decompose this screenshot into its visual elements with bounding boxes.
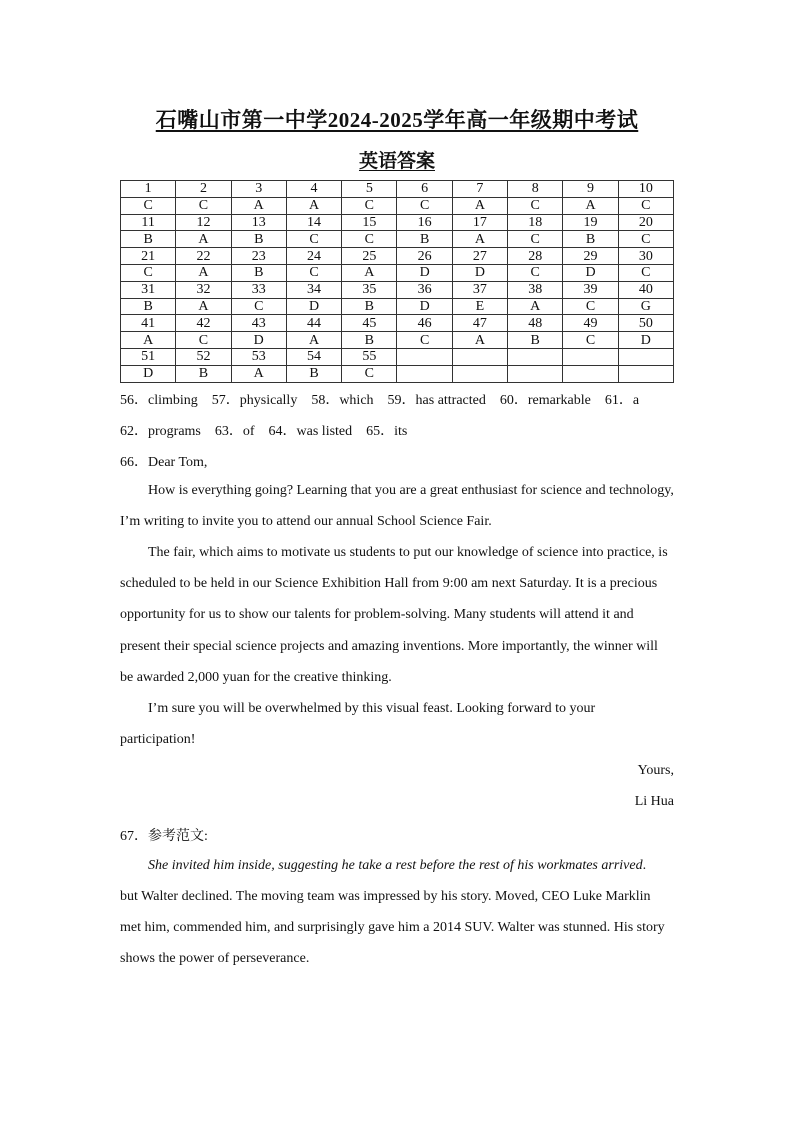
answer-table-cell: D (397, 298, 452, 315)
answer-table-cell (508, 348, 563, 365)
answer-table-cell: 4 (286, 181, 341, 198)
essay67-body: but Walter declined. The moving team was impressed by his story. Moved, CEO Luke Marklin met him, commended him, and surprisingly gave him a 2014 SUV. Walter was stunned. His story shows the power of perseverance. (120, 889, 665, 967)
answer-table-cell: A (176, 298, 231, 315)
answer-table-row (121, 197, 674, 214)
answer-table-cell: B (342, 298, 397, 315)
answer-table-cell: 55 (342, 348, 397, 365)
answer-table-row (121, 231, 674, 248)
answer-table-cell: A (121, 332, 176, 349)
answer-table-cell: E (452, 298, 507, 315)
answer-table-cell: C (618, 231, 673, 248)
answer-table-cell: 37 (452, 281, 507, 298)
answer-table-row (121, 264, 674, 281)
answer-table-cell: 42 (176, 315, 231, 332)
answer-table-cell: A (286, 197, 341, 214)
answer-table-cell: C (508, 231, 563, 248)
answer-table-cell: 54 (286, 348, 341, 365)
answer-table-cell: D (231, 332, 286, 349)
answer-table-row (121, 248, 674, 265)
essay67-first-sentence: She invited him inside, suggesting he take a rest before the rest of his workmates arrived (148, 858, 643, 873)
answer-table-row (121, 348, 674, 365)
answer-table-cell: G (618, 298, 673, 315)
answer-table-cell: 17 (452, 214, 507, 231)
answer-table-cell: 5 (342, 181, 397, 198)
answer-table-row (121, 332, 674, 349)
answer-table-cell: C (342, 197, 397, 214)
answer-table-cell: C (508, 264, 563, 281)
answer-table-cell: 45 (342, 315, 397, 332)
answer-table-cell: C (563, 298, 618, 315)
answer-table-cell: 3 (231, 181, 286, 198)
page-title-text: 石嘴山市第一中学2024-2025学年高一年级期中考试 (155, 108, 639, 132)
answer-table-cell: D (397, 264, 452, 281)
answer-table-cell: 13 (231, 214, 286, 231)
answer-table-row (121, 214, 674, 231)
answer-table-cell: 39 (563, 281, 618, 298)
answer-table-cell: C (397, 332, 452, 349)
answer-table-cell: A (176, 231, 231, 248)
answer-table-cell: 16 (397, 214, 452, 231)
answer-table-cell: A (563, 197, 618, 214)
answer-table-cell: 53 (231, 348, 286, 365)
answer-table-cell: 40 (618, 281, 673, 298)
answer-table-cell: 52 (176, 348, 231, 365)
answer-table-cell: 35 (342, 281, 397, 298)
answer-table-cell: B (342, 332, 397, 349)
answer-table-cell: C (508, 197, 563, 214)
answer-table-cell: B (121, 298, 176, 315)
essay67-paragraph (120, 850, 674, 881)
answer-table-cell: C (121, 264, 176, 281)
answer-table-cell: 15 (342, 214, 397, 231)
answer-table-cell (397, 348, 452, 365)
answer-table-cell: 2 (176, 181, 231, 198)
answer-table-row (121, 281, 674, 298)
answer-table-row (121, 181, 674, 198)
answer-table-cell: B (231, 264, 286, 281)
page-subtitle (0, 146, 794, 173)
answer-table-cell: C (342, 365, 397, 382)
essay67-first-sentence-end: . (642, 858, 647, 873)
answer-table-cell: C (342, 231, 397, 248)
answer-table-cell: 30 (618, 248, 673, 265)
answer-table-row (121, 365, 674, 382)
answer-table-cell: C (618, 264, 673, 281)
answer-table-cell: 18 (508, 214, 563, 231)
page-title (0, 104, 794, 134)
answer-table-cell: 36 (397, 281, 452, 298)
answer-table-cell: B (397, 231, 452, 248)
answer-table-cell: 14 (286, 214, 341, 231)
page-subtitle-text: 英语答案 (358, 151, 435, 172)
answer-table-cell: 51 (121, 348, 176, 365)
answer-table-cell: A (176, 264, 231, 281)
answer-table-cell: 47 (452, 315, 507, 332)
answer-table-cell: 10 (618, 181, 673, 198)
answer-table-cell: D (286, 298, 341, 315)
answer-table-cell: A (452, 332, 507, 349)
answer-table-cell: 21 (121, 248, 176, 265)
answer-table-cell: B (121, 231, 176, 248)
answer-table-cell: D (121, 365, 176, 382)
answer-table-cell: C (176, 332, 231, 349)
essay67-heading: 67．参考范文: (120, 829, 208, 844)
answer-table-cell: C (121, 197, 176, 214)
answer-table-cell (508, 365, 563, 382)
essay66-paragraph-1: How is everything going? Learning that you are a great enthusiast for science and technology, I’m writing to invite you to attend our annual School Science Fair. (120, 483, 674, 530)
answer-table-cell: C (286, 231, 341, 248)
answer-table-cell: 1 (121, 181, 176, 198)
answer-table-cell: 23 (231, 248, 286, 265)
answer-table-cell (618, 365, 673, 382)
answer-table-cell: C (286, 264, 341, 281)
answer-table-cell: 24 (286, 248, 341, 265)
essay66-signature: Li Hua (634, 794, 674, 809)
answer-table-cell: A (508, 298, 563, 315)
answer-table-cell: 25 (342, 248, 397, 265)
answer-table-cell: 26 (397, 248, 452, 265)
answer-table-cell: 12 (176, 214, 231, 231)
answer-table-cell: A (342, 264, 397, 281)
answer-table-cell: 6 (397, 181, 452, 198)
answer-table-cell: 28 (508, 248, 563, 265)
answer-table-cell: 9 (563, 181, 618, 198)
answer-table-cell: 32 (176, 281, 231, 298)
answer-table-cell: 8 (508, 181, 563, 198)
answer-table-cell (563, 348, 618, 365)
answer-table-cell: C (563, 332, 618, 349)
answer-table-cell: C (176, 197, 231, 214)
essay66-paragraph-3: I’m sure you will be overwhelmed by this visual feast. Looking forward to your participation! (120, 701, 596, 748)
answer-table-cell: C (618, 197, 673, 214)
answer-table-cell: 11 (121, 214, 176, 231)
answer-table-cell: 33 (231, 281, 286, 298)
essay66-paragraph-2: The fair, which aims to motivate us students to put our knowledge of science into practice, is scheduled to be held in our Science Exhibition Hall from 9:00 am next Saturday. It is a precious opportunity for us to show our talents for problem-solving. Many students will attend it and present their special science projects and amazing inventions. More importantly, the winner will be awarded 2,000 yuan for the creative thinking. (120, 545, 668, 685)
answer-table-cell (618, 348, 673, 365)
answer-table-cell: 48 (508, 315, 563, 332)
answer-table-row (121, 315, 674, 332)
answer-table-cell: B (508, 332, 563, 349)
answer-table-cell: 50 (618, 315, 673, 332)
answer-table-cell: 7 (452, 181, 507, 198)
answer-table-cell: D (452, 264, 507, 281)
answer-table-cell: 34 (286, 281, 341, 298)
answer-table-cell: 22 (176, 248, 231, 265)
answer-table-cell (452, 365, 507, 382)
answer-table-cell: 19 (563, 214, 618, 231)
answer-table-cell (563, 365, 618, 382)
answer-table-cell: B (563, 231, 618, 248)
answer-table-cell (397, 365, 452, 382)
answer-table-cell: A (231, 365, 286, 382)
answer-table-cell: 31 (121, 281, 176, 298)
answer-table-cell: A (231, 197, 286, 214)
answer-table (120, 180, 674, 383)
answer-table-cell: B (231, 231, 286, 248)
answer-table-cell: 46 (397, 315, 452, 332)
essay66-closing: Yours, (637, 763, 674, 778)
answer-table-cell: 38 (508, 281, 563, 298)
answer-table-cell: A (452, 197, 507, 214)
answer-table-cell: B (286, 365, 341, 382)
answer-table-cell: 20 (618, 214, 673, 231)
answer-table-cell: A (452, 231, 507, 248)
answer-table-cell: D (618, 332, 673, 349)
answer-table-cell: D (563, 264, 618, 281)
answer-table-cell: C (231, 298, 286, 315)
essay66-salutation: 66．Dear Tom, (120, 455, 208, 470)
answer-table-cell: C (397, 197, 452, 214)
answer-table-cell: 43 (231, 315, 286, 332)
answer-table-cell: B (176, 365, 231, 382)
fill-in-answers-line-1: 56．climbing 57．physically 58．which 59．has attracted 60．remarkable 61．a (120, 393, 640, 408)
answer-table-cell: 44 (286, 315, 341, 332)
answer-table-cell: 27 (452, 248, 507, 265)
fill-in-answers-line-2: 62．programs 63．of 64．was listed 65．its (120, 424, 408, 439)
answer-table-cell (452, 348, 507, 365)
answer-table-cell: 49 (563, 315, 618, 332)
answer-table-row (121, 298, 674, 315)
answer-table-cell: 41 (121, 315, 176, 332)
answer-table-cell: A (286, 332, 341, 349)
answer-table-cell: 29 (563, 248, 618, 265)
